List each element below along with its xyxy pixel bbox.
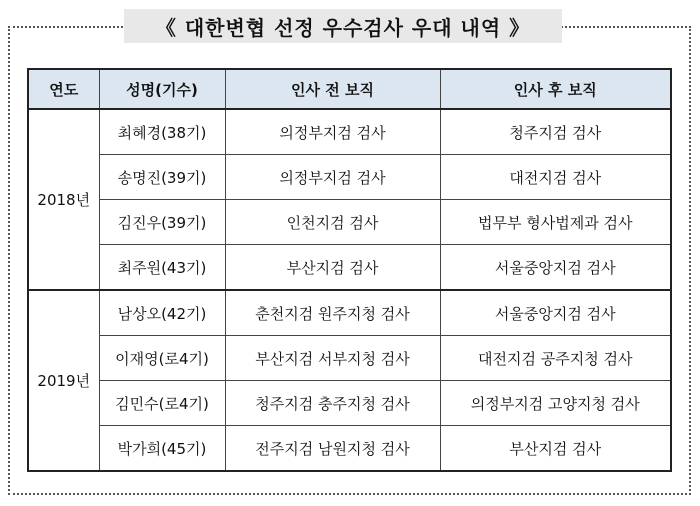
header-before-post: 인사 전 보직 [225, 69, 440, 109]
header-name: 성명(기수) [99, 69, 225, 109]
before-post-cell: 부산지검 검사 [225, 245, 440, 291]
header-year: 연도 [28, 69, 99, 109]
document-title: 《 대한변협 선정 우수검사 우대 내역 》 [124, 9, 562, 43]
after-post-cell: 의정부지검 고양지청 검사 [440, 381, 671, 426]
table-row [28, 200, 671, 245]
table-row [28, 336, 671, 381]
before-post-cell: 부산지검 서부지청 검사 [225, 336, 440, 381]
name-cell: 김진우(39기) [99, 200, 225, 245]
table-row [28, 109, 671, 155]
name-cell: 이재영(로4기) [99, 336, 225, 381]
table-row [28, 381, 671, 426]
year-cell: 2018년 [28, 109, 99, 290]
name-cell: 최혜경(38기) [99, 109, 225, 155]
before-post-cell: 의정부지검 검사 [225, 109, 440, 155]
table-header-row [28, 69, 671, 109]
before-post-cell: 의정부지검 검사 [225, 155, 440, 200]
after-post-cell: 부산지검 검사 [440, 426, 671, 472]
table-row [28, 426, 671, 472]
after-post-cell: 청주지검 검사 [440, 109, 671, 155]
before-post-cell: 춘천지검 원주지청 검사 [225, 290, 440, 336]
before-post-cell: 청주지검 충주지청 검사 [225, 381, 440, 426]
name-cell: 송명진(39기) [99, 155, 225, 200]
table-row [28, 155, 671, 200]
name-cell: 박가희(45기) [99, 426, 225, 472]
header-after-post: 인사 후 보직 [440, 69, 671, 109]
name-cell: 김민수(로4기) [99, 381, 225, 426]
table-row [28, 245, 671, 291]
after-post-cell: 서울중앙지검 검사 [440, 290, 671, 336]
after-post-cell: 서울중앙지검 검사 [440, 245, 671, 291]
table-row [28, 290, 671, 336]
personnel-table [27, 68, 672, 472]
after-post-cell: 법무부 형사법제과 검사 [440, 200, 671, 245]
after-post-cell: 대전지검 검사 [440, 155, 671, 200]
name-cell: 남상오(42기) [99, 290, 225, 336]
before-post-cell: 전주지검 남원지청 검사 [225, 426, 440, 472]
after-post-cell: 대전지검 공주지청 검사 [440, 336, 671, 381]
before-post-cell: 인천지검 검사 [225, 200, 440, 245]
year-cell: 2019년 [28, 290, 99, 471]
name-cell: 최주원(43기) [99, 245, 225, 291]
